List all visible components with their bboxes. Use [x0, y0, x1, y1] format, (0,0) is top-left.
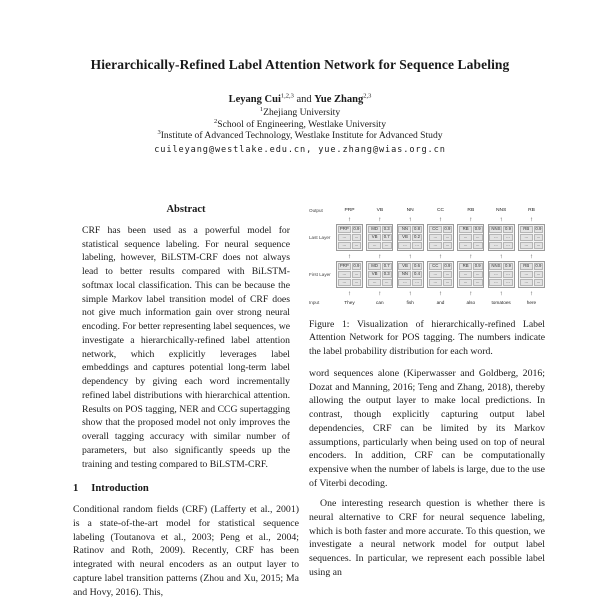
distribution-row [520, 263, 543, 270]
label-cell: ... [459, 242, 472, 250]
label-cell: ... [520, 271, 533, 278]
label-cell: ... [338, 242, 351, 250]
affiliation-line: $^2$School of Engineering, Westlake University [213, 117, 387, 130]
figure-word-column [366, 206, 393, 307]
probability-cell: 0.9 [474, 226, 481, 232]
distribution-row [429, 279, 452, 287]
distribution-row [338, 234, 361, 241]
distribution-row [368, 234, 391, 241]
up-arrow-icon: ↑ [347, 289, 352, 297]
probability-cell: ... [443, 242, 453, 250]
probability-cell: ... [503, 234, 513, 241]
row-label-output: Output [309, 207, 323, 213]
affiliation-line: $^1$Zhejiang University [259, 105, 341, 118]
probability-cell: ... [412, 279, 422, 287]
author-2: Yue Zhang [314, 94, 364, 105]
output-pos-label: VB [376, 207, 384, 213]
distribution-row [520, 271, 543, 278]
probability-cell: ... [534, 234, 544, 241]
probability-cell: ... [534, 242, 544, 250]
first-layer-distribution-box [397, 261, 424, 288]
figure-word-column [518, 206, 545, 307]
label-cell: ... [489, 279, 502, 287]
up-arrow-icon: ↑ [469, 289, 473, 297]
probability-cell: ... [352, 271, 362, 278]
distribution-row [398, 279, 421, 287]
author-2-superscript: 2,3 [363, 92, 372, 100]
label-cell: PRP [338, 263, 351, 270]
figure-columns [336, 206, 545, 307]
label-cell: ... [338, 271, 351, 278]
distribution-row [459, 226, 482, 233]
distribution-row [520, 226, 543, 233]
label-cell: ... [429, 279, 442, 287]
first-layer-distribution-box [366, 261, 393, 288]
probability-cell: ... [412, 242, 422, 250]
row-label-input: Input [309, 299, 320, 305]
label-cell: RB [459, 226, 472, 233]
distribution-row [338, 271, 361, 278]
first-layer-distribution-box [457, 261, 484, 288]
distribution-row [368, 263, 391, 270]
probability-cell: ... [352, 242, 362, 250]
up-arrow-icon: ↑ [438, 289, 443, 297]
section-heading-introduction [73, 483, 299, 494]
label-cell: MD [368, 263, 381, 270]
input-word: fish [406, 299, 414, 305]
label-cell: ... [520, 242, 533, 250]
label-cell: ... [429, 234, 442, 241]
distribution-row [489, 234, 512, 241]
label-cell: ... [398, 242, 411, 250]
distribution-row [398, 271, 421, 278]
figure-word-column [488, 206, 515, 307]
figure-word-column [457, 206, 484, 307]
up-arrow-icon: ↑ [529, 252, 534, 260]
probability-cell: ... [443, 279, 453, 287]
input-word: also [466, 299, 476, 305]
distribution-row [429, 271, 452, 278]
right-column [309, 204, 545, 599]
label-cell: ... [398, 279, 411, 287]
probability-cell: 0.2 [414, 234, 421, 240]
row-label-last-layer: Last Layer [309, 235, 331, 241]
probability-cell: 0.9 [505, 263, 512, 269]
probability-cell: 0.6 [414, 263, 421, 269]
up-arrow-icon: ↑ [469, 215, 473, 223]
output-pos-label: RB [528, 207, 535, 213]
up-arrow-icon: ↑ [499, 289, 503, 297]
up-arrow-icon: ↑ [347, 215, 352, 223]
probability-cell: 0.9 [535, 263, 542, 269]
distribution-row [429, 263, 452, 270]
up-arrow-icon: ↑ [408, 252, 412, 260]
first-layer-distribution-box [336, 261, 363, 288]
label-cell: RB [520, 263, 533, 270]
figure-1-caption: Figure 1: Visualization of hierarchically-refined Label Attention Network for POS tagging. The numbers indicate the label probability distribution for each word. [309, 318, 545, 357]
first-layer-distribution-box [427, 261, 454, 288]
distribution-row [459, 242, 482, 250]
probability-cell: ... [473, 271, 483, 278]
figure-word-column [427, 206, 454, 307]
probability-cell: ... [473, 242, 483, 250]
label-cell: ... [429, 271, 442, 278]
distribution-row [338, 279, 361, 287]
figure-row-labels [309, 206, 336, 307]
input-word: tomatoes [491, 299, 511, 305]
distribution-row [368, 242, 391, 250]
up-arrow-icon: ↑ [499, 215, 503, 223]
probability-cell: 0.9 [353, 263, 360, 269]
probability-cell: 0.9 [474, 263, 481, 269]
output-pos-label: RB [467, 207, 475, 213]
label-cell: NNS [491, 226, 501, 232]
probability-cell: ... [382, 242, 392, 250]
probability-cell: ... [352, 279, 362, 287]
output-pos-label: NNS [495, 207, 507, 213]
two-column-body [73, 204, 545, 599]
last-layer-distribution-box [427, 224, 454, 251]
author-emails: cuileyang@westlake.edu.cn, yue.zhang@wias.org.cn [154, 144, 446, 155]
probability-cell: 0.9 [353, 226, 360, 232]
probability-cell: ... [503, 279, 513, 287]
paper-title: Hierarchically-Refined Label Attention Network for Sequence Labeling [90, 57, 510, 72]
probability-cell: 0.9 [444, 226, 451, 232]
distribution-row [520, 279, 543, 287]
last-layer-distribution-box [488, 224, 515, 251]
distribution-row [489, 279, 512, 287]
up-arrow-icon: ↑ [438, 252, 443, 260]
up-arrow-icon: ↑ [438, 215, 443, 223]
label-cell: VB [368, 271, 381, 278]
input-word: and [436, 299, 445, 305]
probability-cell: ... [352, 234, 362, 241]
probability-cell: ... [473, 279, 483, 287]
distribution-row [368, 271, 391, 278]
label-cell: ... [459, 271, 472, 278]
probability-cell: 0.9 [535, 226, 542, 232]
input-word: here [526, 299, 537, 305]
probability-cell: 0.9 [505, 226, 512, 232]
distribution-row [429, 234, 452, 241]
author-1-superscript: 1,2,3 [280, 92, 294, 100]
authors-line [0, 94, 600, 105]
distribution-row [398, 234, 421, 241]
up-arrow-icon: ↑ [499, 252, 503, 260]
up-arrow-icon: ↑ [408, 215, 412, 223]
up-arrow-icon: ↑ [378, 289, 382, 297]
probability-cell: 0.7 [383, 234, 390, 240]
up-arrow-icon: ↑ [529, 289, 534, 297]
probability-cell: 0.8 [414, 226, 421, 232]
distribution-row [459, 279, 482, 287]
distribution-row [338, 242, 361, 250]
probability-cell: ... [443, 271, 453, 278]
first-layer-distribution-box [488, 261, 515, 288]
output-pos-label: NN [406, 207, 414, 213]
label-cell: ... [368, 279, 381, 287]
probability-cell: ... [503, 242, 513, 250]
probability-cell: ... [534, 279, 544, 287]
label-cell: NN [398, 271, 411, 278]
intro-paragraph-1: Conditional random fields (CRF) (Lafferty et al., 2001) is a state-of-the-art model for statistical sequence labeling (Toutanova et al., 2003; Peng et al., 2004; Ratinov and Roth, 2009). Recently, CRF has been integrated with neural encoders as an output layer to capture label transition patterns (Zhou and Xu, 2015; Ma and Hovy, 2016). This, [73, 504, 299, 598]
label-cell: ... [429, 242, 442, 250]
abstract-text: CRF has been used as a powerful model for statistical sequence labeling. For neural sequence labeling, however, BiLSTM-CRF does not always lead to better results compared with BiLSTM-softmax local classification. This can be because the simple Markov label transition model of CRF does not give much information gain over strong neural encoding. For better representing label sequences, we investigate a hierarchically-refined label attention network, which explicitly leverages label embeddings and captures potential long-term label dependency by giving each word incrementally refined label distributions with hierarchical attention. Results on POS tagging, NER and CCG supertagging show that the proposed model not only improves the overall tagging accuracy with similar number of parameters, but also significantly speeds up the training and testing compared to BiLSTM-CRF. [82, 224, 290, 470]
figure-word-column [336, 206, 363, 307]
label-cell: ... [489, 242, 502, 250]
row-label-first-layer: First Layer [309, 272, 331, 278]
label-cell: RB [520, 226, 533, 233]
last-layer-distribution-box [397, 224, 424, 251]
distribution-row [459, 271, 482, 278]
label-cell: RB [459, 263, 472, 270]
probability-cell: 0.3 [383, 271, 390, 277]
distribution-row [520, 242, 543, 250]
distribution-row [368, 226, 391, 233]
label-cell: ... [489, 271, 502, 278]
up-arrow-icon: ↑ [408, 289, 412, 297]
output-pos-label: CC [436, 207, 445, 213]
distribution-row [489, 263, 512, 270]
label-cell: ... [338, 234, 351, 241]
label-cell: NNS [491, 263, 501, 269]
distribution-row [398, 263, 421, 270]
probability-cell: ... [473, 234, 483, 241]
label-cell: CC [429, 226, 442, 233]
probability-cell: ... [503, 271, 513, 278]
input-word: They [344, 299, 355, 305]
affiliations [0, 107, 600, 142]
up-arrow-icon: ↑ [469, 252, 473, 260]
distribution-row [429, 242, 452, 250]
distribution-row [338, 263, 361, 270]
up-arrow-icon: ↑ [347, 252, 352, 260]
section-title: Introduction [91, 483, 149, 495]
right-paragraph-2: One interesting research question is whether there is neural alternative to CRF for neural sequence labeling, which is both faster and more accurate. To this question, we investigate a neural network model for output label sequences. In particular, we represent each possible label using an [309, 498, 545, 578]
up-arrow-icon: ↑ [529, 215, 534, 223]
label-cell: ... [338, 279, 351, 287]
distribution-row [520, 234, 543, 241]
label-cell: ... [459, 279, 472, 287]
distribution-row [489, 271, 512, 278]
distribution-row [459, 263, 482, 270]
distribution-row [338, 226, 361, 233]
probability-cell: ... [382, 279, 392, 287]
probability-cell: 0.3 [383, 226, 390, 232]
label-cell: CC [429, 263, 442, 270]
output-pos-label: PRP [344, 207, 355, 213]
last-layer-distribution-box [336, 224, 363, 251]
label-cell: PRP [338, 226, 351, 233]
distribution-row [368, 279, 391, 287]
up-arrow-icon: ↑ [378, 215, 382, 223]
probability-cell: ... [443, 234, 453, 241]
figure-word-column [397, 206, 424, 307]
label-cell: ... [459, 234, 472, 241]
abstract-heading: Abstract [166, 203, 206, 215]
right-paragraph-1: word sequences alone (Kiperwasser and Goldberg, 2016; Dozat and Manning, 2016; Teng and Zhang, 2018), thereby allowing the output layer to make local predictions. In contrast, though explicitly capturing output label dependencies, CRF can be limited by its Markov assumptions, particularly when being used on top of neural encoders. In addition, CRF can be computationally expensive when the number of labels is large, due to the use of Viterbi decoding. [309, 368, 545, 489]
up-arrow-icon: ↑ [378, 252, 382, 260]
distribution-row [489, 226, 512, 233]
probability-cell: 0.9 [444, 263, 451, 269]
first-layer-distribution-box [518, 261, 545, 288]
label-cell: ... [520, 279, 533, 287]
figure-1-diagram [309, 206, 545, 307]
label-cell: VB [398, 234, 411, 241]
label-cell: ... [520, 234, 533, 241]
label-cell: ... [368, 242, 381, 250]
author-conjunction: and [296, 94, 312, 105]
affiliation-line: $^3$Institute of Advanced Technology, Westlake Institute for Advanced Study [157, 129, 443, 142]
label-cell: NN [398, 226, 411, 233]
input-word: can [376, 299, 384, 305]
label-cell: VB [398, 263, 411, 270]
last-layer-distribution-box [457, 224, 484, 251]
distribution-row [459, 234, 482, 241]
section-number: 1 [73, 483, 79, 495]
label-cell: ... [489, 234, 502, 241]
probability-cell: 0.7 [383, 263, 390, 269]
label-cell: MD [368, 226, 381, 233]
distribution-row [429, 226, 452, 233]
label-cell: VB [368, 234, 381, 241]
last-layer-distribution-box [518, 224, 545, 251]
probability-cell: ... [534, 271, 544, 278]
distribution-row [398, 226, 421, 233]
distribution-row [489, 242, 512, 250]
left-column [73, 204, 299, 599]
probability-cell: 0.4 [414, 271, 421, 277]
last-layer-distribution-box [366, 224, 393, 251]
author-1: Leyang Cui [228, 94, 281, 105]
distribution-row [398, 242, 421, 250]
